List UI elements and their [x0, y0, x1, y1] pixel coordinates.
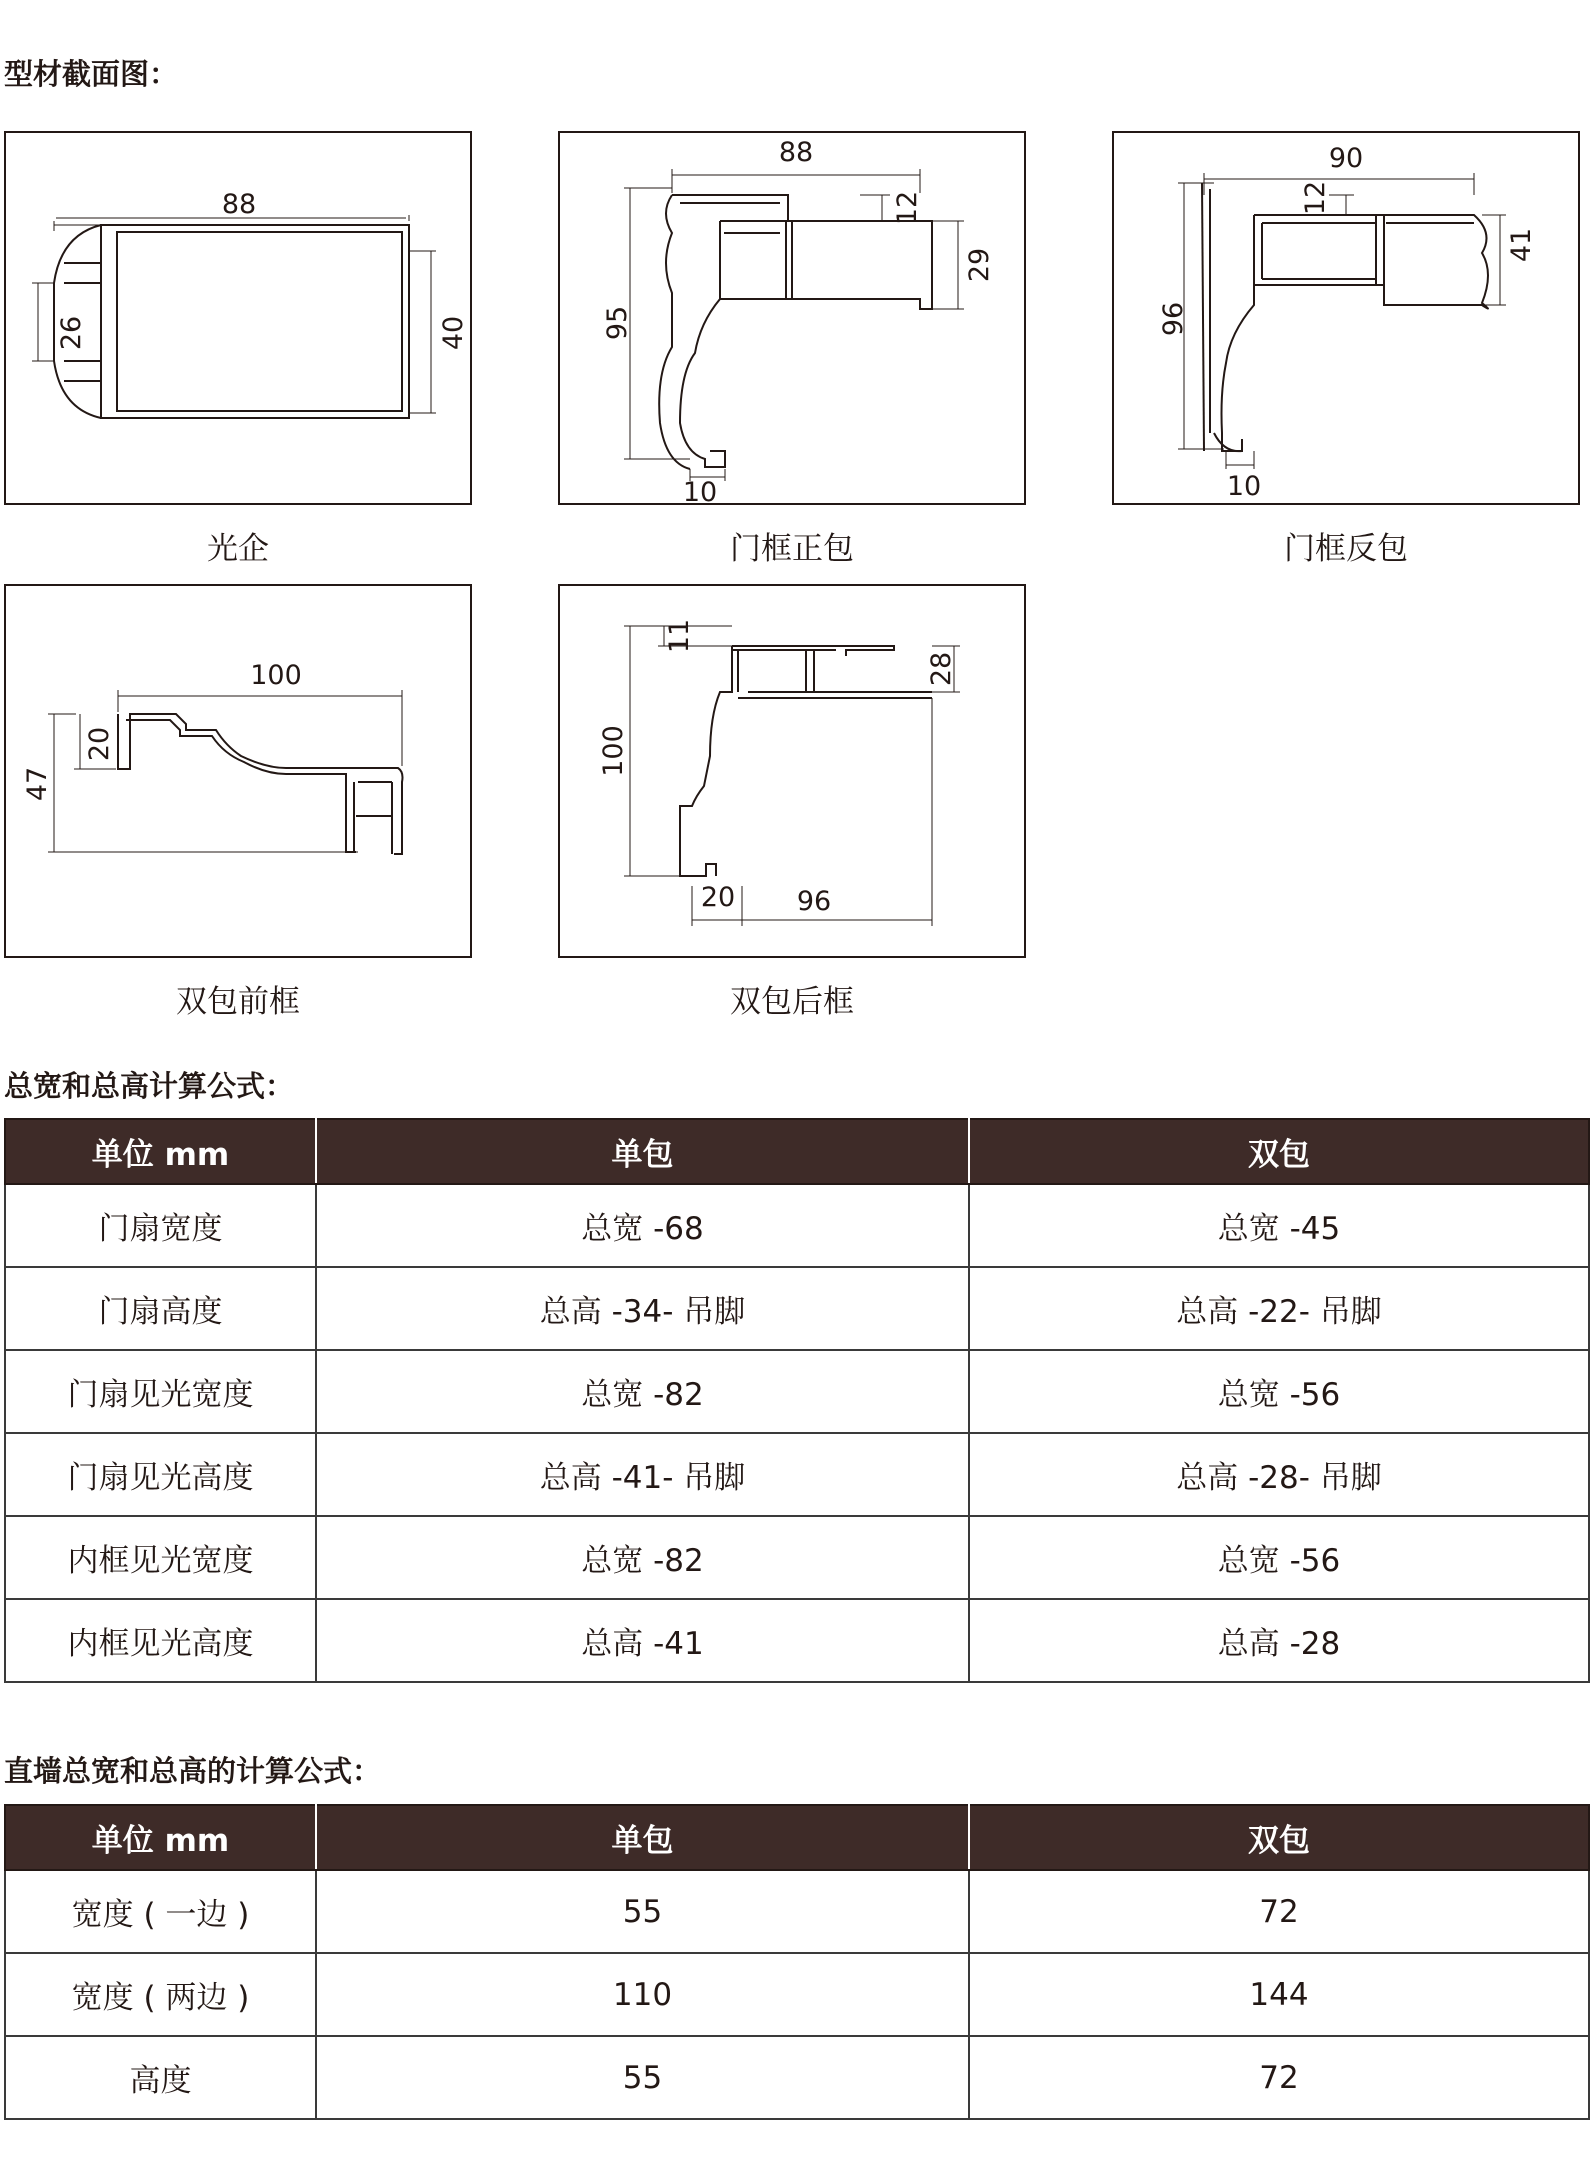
table-row: [5, 1599, 1589, 1682]
row-label: 门扇见光高度: [5, 1433, 316, 1516]
row-label: 宽度 ( 两边 ): [5, 1953, 316, 2036]
single-value: 总宽 -82: [316, 1516, 969, 1599]
dim-label: 100: [250, 660, 302, 691]
profile-caption: 门框反包: [1284, 531, 1408, 567]
dim-label: 96: [1158, 301, 1189, 337]
table-header-row: [5, 1805, 1589, 1870]
single-value: 总宽 -68: [316, 1184, 969, 1267]
double-value: 总高 -28- 吊脚: [969, 1433, 1589, 1516]
dim-label: 41: [1506, 227, 1537, 263]
double-value: 总宽 -56: [969, 1516, 1589, 1599]
table-row: [5, 1350, 1589, 1433]
table-row: [5, 1267, 1589, 1350]
single-value: 总高 -34- 吊脚: [316, 1267, 969, 1350]
section-title-formulas: 总宽和总高计算公式：: [4, 1069, 295, 1103]
profile-drawing-double-front-frame: [4, 584, 472, 958]
dim-label: 10: [1226, 471, 1262, 502]
dim-label: 20: [700, 882, 736, 913]
header-unit: 单位 mm: [5, 1805, 316, 1870]
single-value: 55: [316, 1870, 969, 1953]
single-value: 110: [316, 1953, 969, 2036]
header-unit: 单位 mm: [5, 1119, 316, 1184]
table-row: [5, 1184, 1589, 1267]
dim-label: 95: [602, 305, 633, 341]
profile-caption: 双包前框: [176, 984, 300, 1020]
header-single: 单包: [316, 1119, 969, 1184]
profile-caption: 双包后框: [730, 984, 854, 1020]
header-double: 双包: [969, 1119, 1589, 1184]
single-value: 55: [316, 2036, 969, 2119]
double-value: 总宽 -56: [969, 1350, 1589, 1433]
header-single: 单包: [316, 1805, 969, 1870]
total-size-formula-table: [4, 1118, 1590, 1683]
row-label: 门扇见光宽度: [5, 1350, 316, 1433]
profile-caption: 光企: [207, 531, 269, 567]
row-label: 内框见光宽度: [5, 1516, 316, 1599]
section-title-straight-wall: 直墙总宽和总高的计算公式：: [4, 1754, 382, 1788]
dim-label: 88: [221, 189, 257, 220]
double-value: 总宽 -45: [969, 1184, 1589, 1267]
dim-label: 10: [682, 477, 718, 503]
door-frame-front-svg: [560, 133, 1024, 503]
single-value: 总宽 -82: [316, 1350, 969, 1433]
table-row: [5, 1953, 1589, 2036]
row-label: 内框见光高度: [5, 1599, 316, 1682]
header-double: 双包: [969, 1805, 1589, 1870]
door-frame-back-svg: [1114, 133, 1578, 503]
guangqi-section-svg: [6, 133, 470, 503]
profile-drawing-double-back-frame: [558, 584, 1026, 958]
double-value: 144: [969, 1953, 1589, 2036]
single-value: 总高 -41: [316, 1599, 969, 1682]
dim-label: 29: [964, 247, 995, 283]
section-title-profiles: 型材截面图：: [4, 57, 179, 91]
double-front-frame-svg: [6, 586, 470, 956]
table-row: [5, 1870, 1589, 1953]
table-row: [5, 1516, 1589, 1599]
dim-label: 96: [796, 886, 832, 917]
profile-caption: 门框正包: [730, 531, 854, 567]
dim-label: 40: [438, 315, 469, 351]
dim-label: 12: [892, 190, 923, 226]
dim-label: 26: [56, 315, 87, 351]
dim-label: 100: [598, 725, 629, 777]
row-label: 门扇宽度: [5, 1184, 316, 1267]
dim-label: 12: [1300, 180, 1331, 216]
dim-label: 20: [84, 726, 115, 762]
double-value: 总高 -22- 吊脚: [969, 1267, 1589, 1350]
row-label: 高度: [5, 2036, 316, 2119]
table-row: [5, 1433, 1589, 1516]
double-value: 72: [969, 1870, 1589, 1953]
dim-label: 88: [778, 137, 814, 168]
table-row: [5, 2036, 1589, 2119]
row-label: 门扇高度: [5, 1267, 316, 1350]
dim-label: 47: [22, 766, 53, 802]
row-label: 宽度 ( 一边 ): [5, 1870, 316, 1953]
dim-label: 11: [664, 618, 695, 654]
table-header-row: [5, 1119, 1589, 1184]
dim-label: 90: [1328, 143, 1364, 174]
profile-drawing-guangqi: [4, 131, 472, 505]
single-value: 总高 -41- 吊脚: [316, 1433, 969, 1516]
dim-label: 28: [926, 651, 957, 687]
double-back-frame-svg: [560, 586, 1024, 956]
profile-drawing-door-frame-front: [558, 131, 1026, 505]
double-value: 总高 -28: [969, 1599, 1589, 1682]
double-value: 72: [969, 2036, 1589, 2119]
profile-drawing-door-frame-back: [1112, 131, 1580, 505]
straight-wall-table: [4, 1804, 1590, 2120]
